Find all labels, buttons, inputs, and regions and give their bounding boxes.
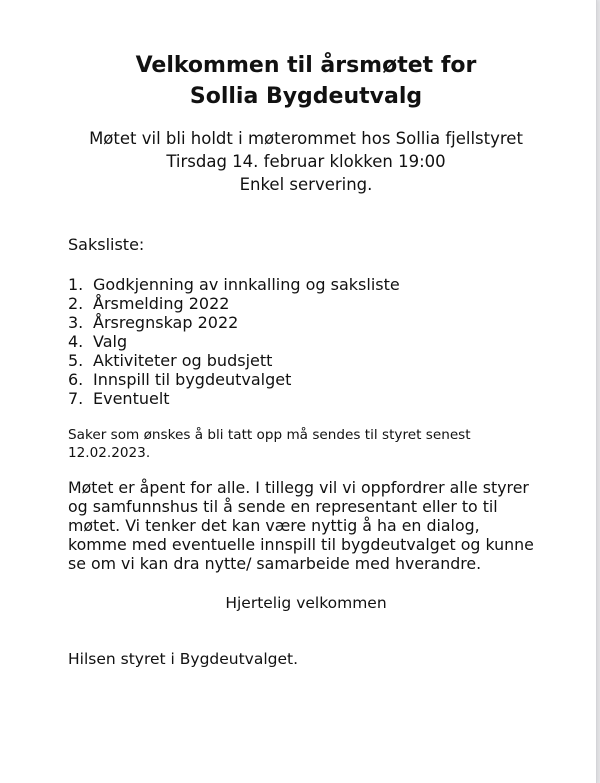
agenda-item-text: Aktiviteter og budsjett — [93, 351, 273, 370]
agenda-item-text: Årsregnskap 2022 — [93, 313, 239, 332]
description-line: Møtet er åpent for alle. I tillegg vil vi oppfordrer alle styrer — [68, 478, 529, 497]
agenda-item-text: Godkjenning av innkalling og saksliste — [93, 275, 400, 294]
agenda-label: Saksliste: — [68, 235, 145, 254]
agenda-item — [68, 294, 400, 313]
page-title — [0, 50, 600, 112]
meeting-description — [68, 478, 548, 573]
agenda-item-number: 2. — [68, 294, 84, 313]
description-line: møtet. Vi tenker det kan være nyttig å ha en dialog, — [68, 516, 480, 535]
description-line: se om vi kan dra nytte/ samarbeide med hverandre. — [68, 554, 482, 573]
agenda-item-number: 3. — [68, 313, 84, 332]
title-line-2: Sollia Bygdeutvalg — [189, 84, 423, 109]
agenda-item — [68, 313, 400, 332]
agenda-item-number: 1. — [68, 275, 84, 294]
agenda-item-text: Eventuelt — [93, 389, 170, 408]
agenda-item — [68, 389, 400, 408]
submission-deadline: Saker som ønskes å bli tatt opp må sendes til styret senest 12.02.2023. — [68, 427, 471, 461]
agenda-item-text: Innspill til bygdeutvalget — [93, 370, 292, 389]
meeting-datetime: Tirsdag 14. februar klokken 19:00 — [166, 152, 446, 171]
description-line: komme med eventuelle innspill til bygdeutvalget og kunne — [68, 535, 534, 554]
agenda-item — [68, 332, 400, 351]
agenda-item-number: 5. — [68, 351, 84, 370]
description-line: og samfunnshus til å sende en representant eller to til — [68, 497, 498, 516]
agenda-item — [68, 370, 400, 389]
welcome-message: Hjertelig velkommen — [225, 594, 387, 612]
agenda-item-number: 4. — [68, 332, 84, 351]
agenda-item-text: Valg — [93, 332, 128, 351]
agenda-list — [68, 275, 400, 408]
agenda-item-number: 6. — [68, 370, 84, 389]
agenda-item-number: 7. — [68, 389, 84, 408]
signature: Hilsen styret i Bygdeutvalget. — [68, 650, 299, 668]
meeting-serving: Enkel servering. — [239, 175, 373, 194]
agenda-item-text: Årsmelding 2022 — [93, 294, 230, 313]
meeting-location: Møtet vil bli holdt i møterommet hos Sollia fjellstyret — [89, 129, 523, 148]
meeting-info — [0, 127, 600, 196]
agenda-item — [68, 351, 400, 370]
title-line-1: Velkommen til årsmøtet for — [135, 53, 477, 78]
agenda-item — [68, 275, 400, 294]
